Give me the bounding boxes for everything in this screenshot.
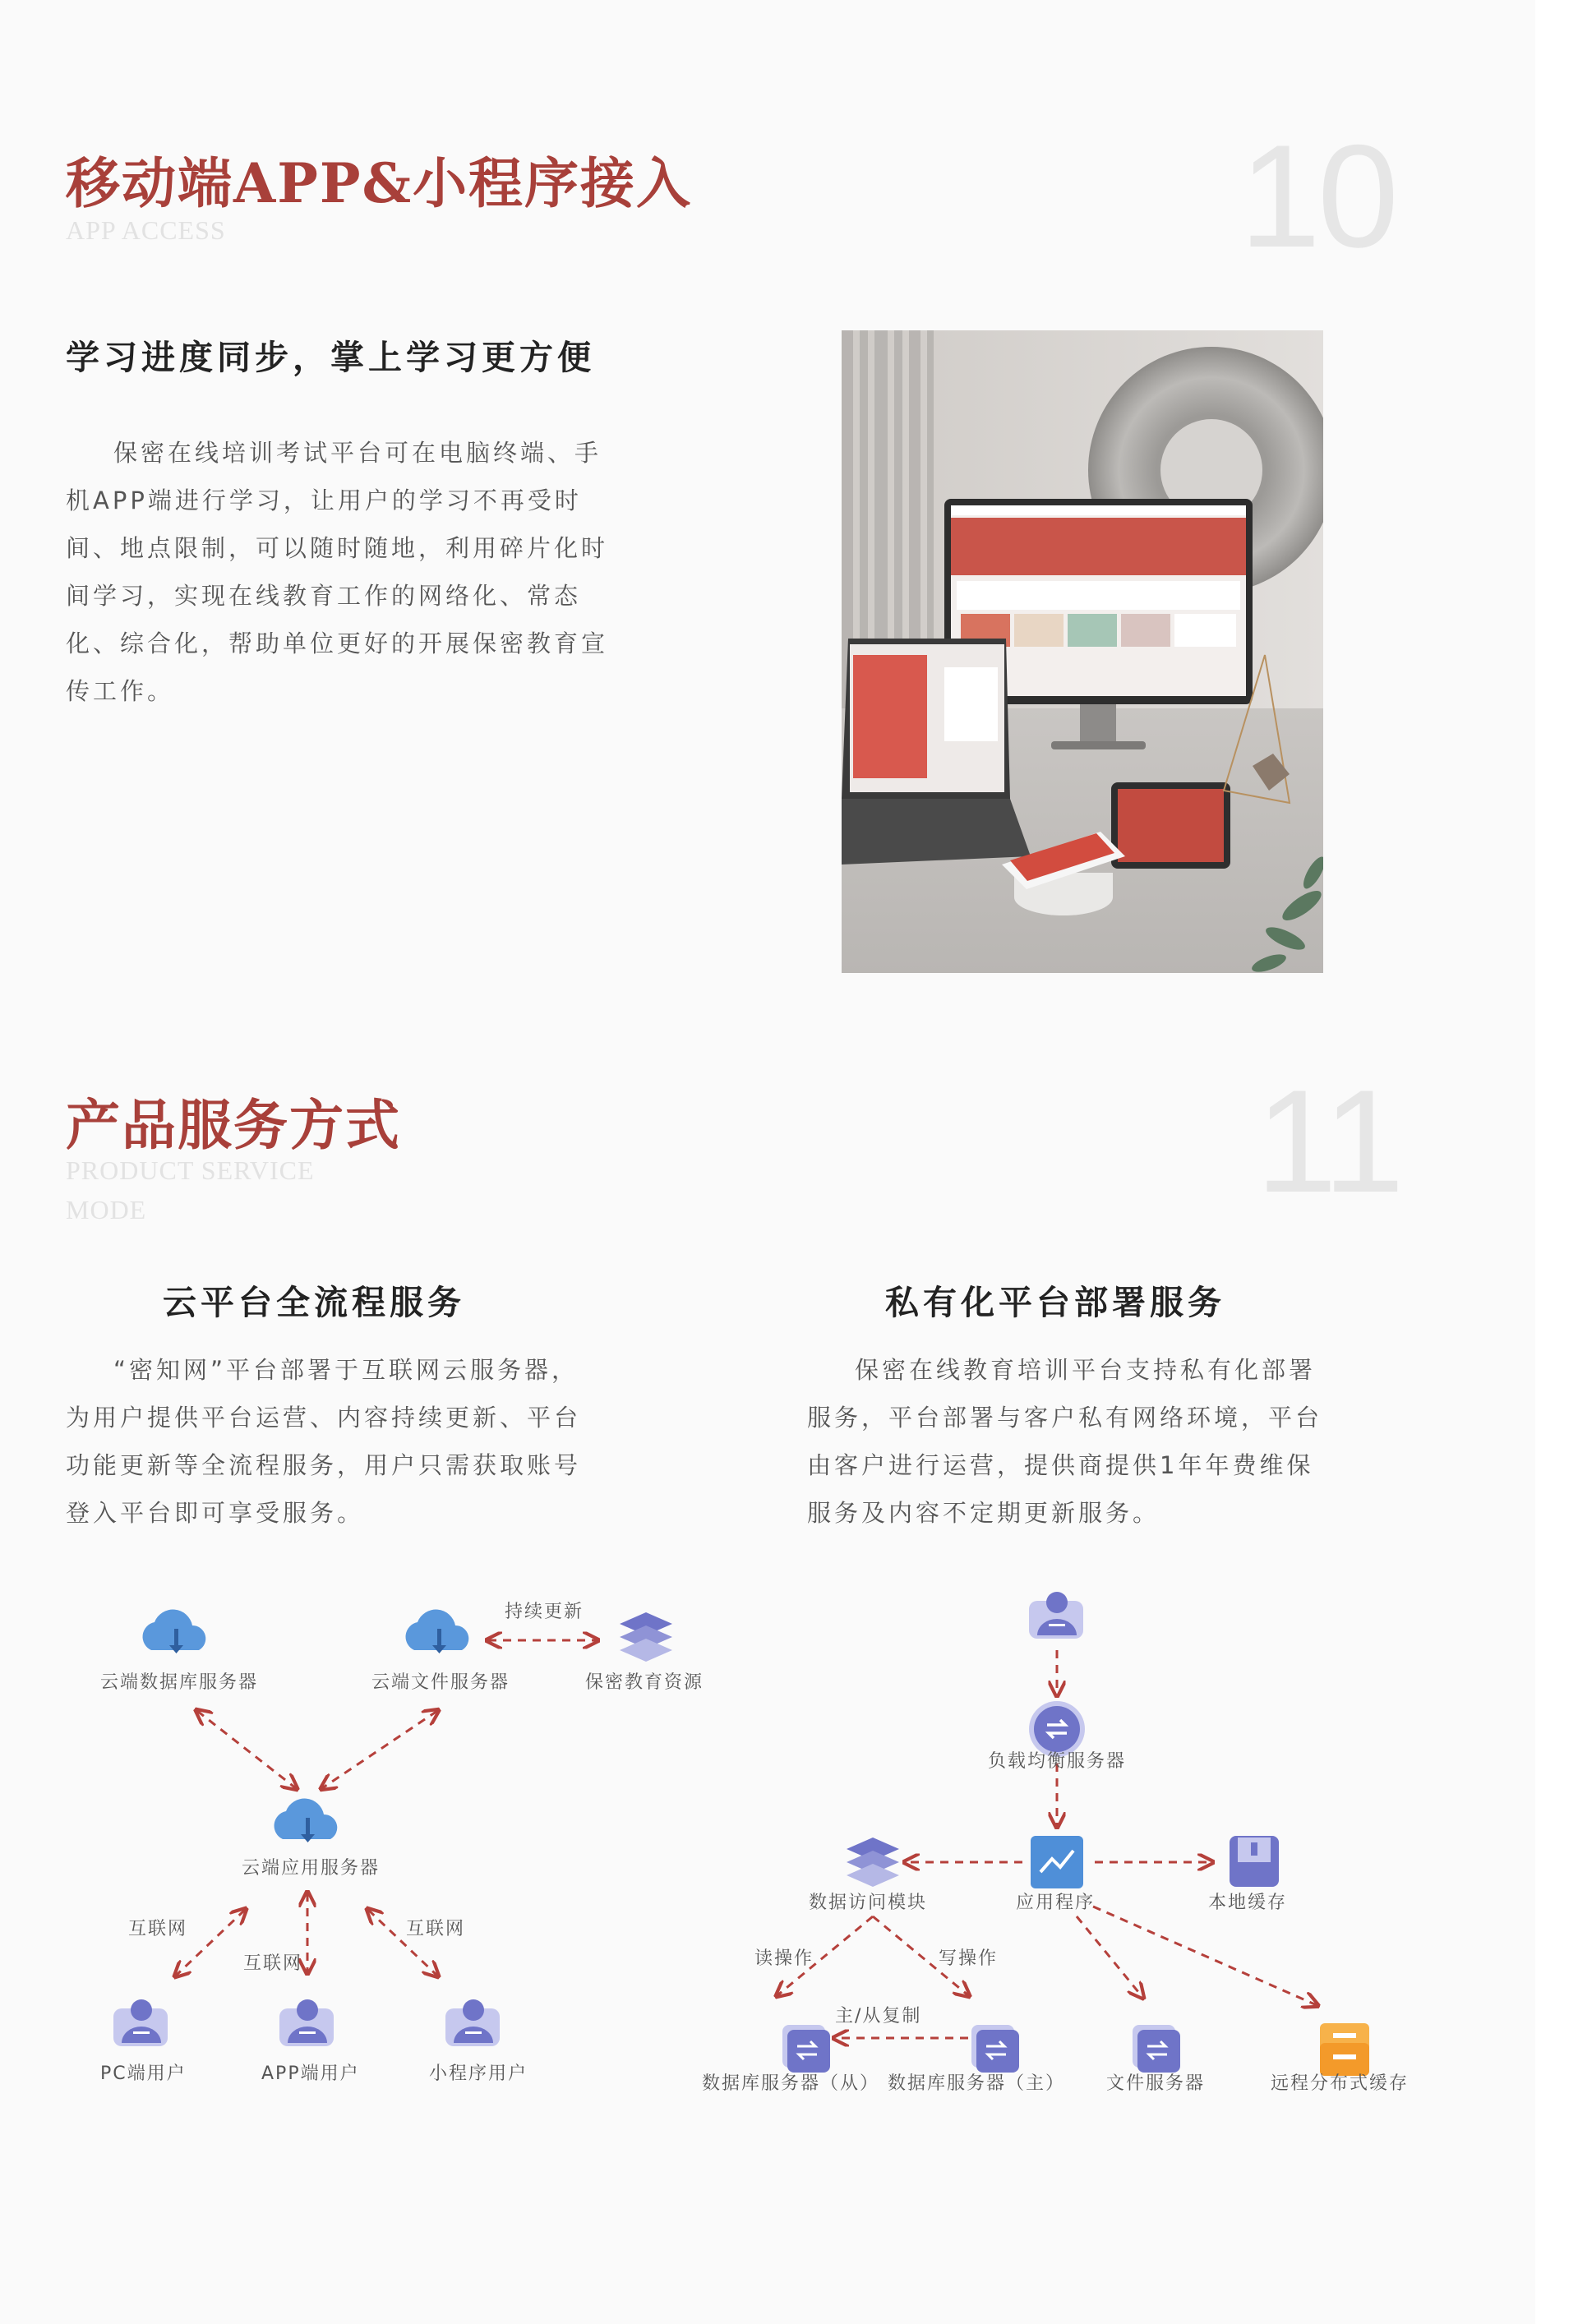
- private-diagram: [690, 1578, 1463, 2120]
- label-internet-left: 互联网: [128, 1919, 188, 1939]
- section11-title: 产品服务方式: [66, 1093, 401, 1157]
- page-edge: [1535, 0, 1578, 2324]
- label-db-master: 数据库服务器（主）: [888, 2073, 1066, 2094]
- cache-icon: [1320, 2023, 1369, 2076]
- label-db-server: 云端数据库服务器: [100, 1672, 259, 1693]
- section10-subtitle-en: APP ACCESS: [66, 215, 226, 245]
- user-icon: [445, 1999, 500, 2046]
- cloud-icon: [406, 1610, 469, 1653]
- cloud-icon: [275, 1799, 338, 1842]
- label-db-slave: 数据库服务器（从）: [702, 2073, 880, 2094]
- section10-paragraph: [66, 429, 608, 715]
- cloud-diagram: [0, 1561, 740, 2120]
- label-edu-resource: 保密教育资源: [585, 1672, 704, 1693]
- section10-heading: 学习进度同步，掌上学习更方便: [66, 338, 595, 377]
- database-icon: [782, 2025, 830, 2073]
- section11-subtitle-en-1: PRODUCT SERVICE: [66, 1155, 315, 1185]
- chart-icon: [1031, 1836, 1083, 1888]
- private-paragraph-text: 保密在线教育培训平台支持私有化部署服务，平台部署与客户私有网络环境，平台由客户进行运营，提供商提供1年年费维保服务及内容不定期更新服务。: [807, 1356, 1323, 1527]
- label-write-op: 写操作: [939, 1948, 999, 1969]
- cloud-paragraph: [66, 1346, 592, 1537]
- cloud-heading: 云平台全流程服务: [163, 1283, 465, 1322]
- label-load-balancer: 负载均衡服务器: [988, 1751, 1127, 1772]
- database-icon: [1133, 2025, 1180, 2073]
- label-pc-user: PC端用户: [100, 2063, 187, 2084]
- label-internet-mid: 互联网: [243, 1953, 303, 1974]
- drive-icon: [1230, 1836, 1279, 1887]
- layers-icon: [620, 1612, 672, 1662]
- cloud-paragraph-text: “密知网”平台部署于互联网云服务器，为用户提供平台运营、内容持续更新、平台功能更新等全流程服务，用户只需获取账号登入平台即可享受服务。: [66, 1356, 582, 1527]
- user-icon: [1029, 1592, 1083, 1639]
- label-file-server: 云端文件服务器: [371, 1672, 510, 1693]
- database-icon: [971, 2025, 1019, 2073]
- layers-icon: [847, 1838, 899, 1887]
- label-app-server: 云端应用服务器: [242, 1858, 381, 1879]
- devices-photo: [842, 330, 1323, 973]
- label-read-op: 读操作: [754, 1948, 814, 1969]
- label-file-server-p: 文件服务器: [1106, 2073, 1206, 2094]
- section11-number: 11: [1256, 1059, 1401, 1223]
- section10-title: 移动端APP&小程序接入: [66, 151, 693, 215]
- private-heading: 私有化平台部署服务: [885, 1283, 1225, 1322]
- label-master-slave: 主/从复制: [835, 2006, 922, 2027]
- label-internet-right: 互联网: [406, 1919, 466, 1939]
- section10-paragraph-text: 保密在线培训考试平台可在电脑终端、手机APP端进行学习，让用户的学习不再受时间、地点限制，可以随时随地，利用碎片化时间学习，实现在线教育工作的网络化、常态化、综合化，帮助单位更好的开展保密教育宣传工作。: [66, 439, 609, 705]
- label-app-user: APP端用户: [261, 2063, 360, 2084]
- label-data-access: 数据访问模块: [809, 1893, 928, 1913]
- section10-number: 10: [1239, 114, 1396, 278]
- section11-subtitle-en-2: MODE: [66, 1195, 147, 1224]
- label-continuous-update: 持续更新: [505, 1602, 584, 1622]
- arrow-file-app: [322, 1711, 437, 1788]
- user-icon: [279, 1999, 334, 2046]
- private-paragraph: [807, 1346, 1333, 1537]
- label-remote-cache: 远程分布式缓存: [1271, 2073, 1410, 2094]
- label-mini-user: 小程序用户: [429, 2063, 528, 2084]
- label-local-cache: 本地缓存: [1208, 1893, 1288, 1913]
- cloud-icon: [143, 1610, 206, 1653]
- devices-illustration: [842, 330, 1323, 973]
- label-application: 应用程序: [1016, 1893, 1096, 1913]
- user-icon: [113, 1999, 168, 2046]
- arrow-db-app: [197, 1711, 296, 1788]
